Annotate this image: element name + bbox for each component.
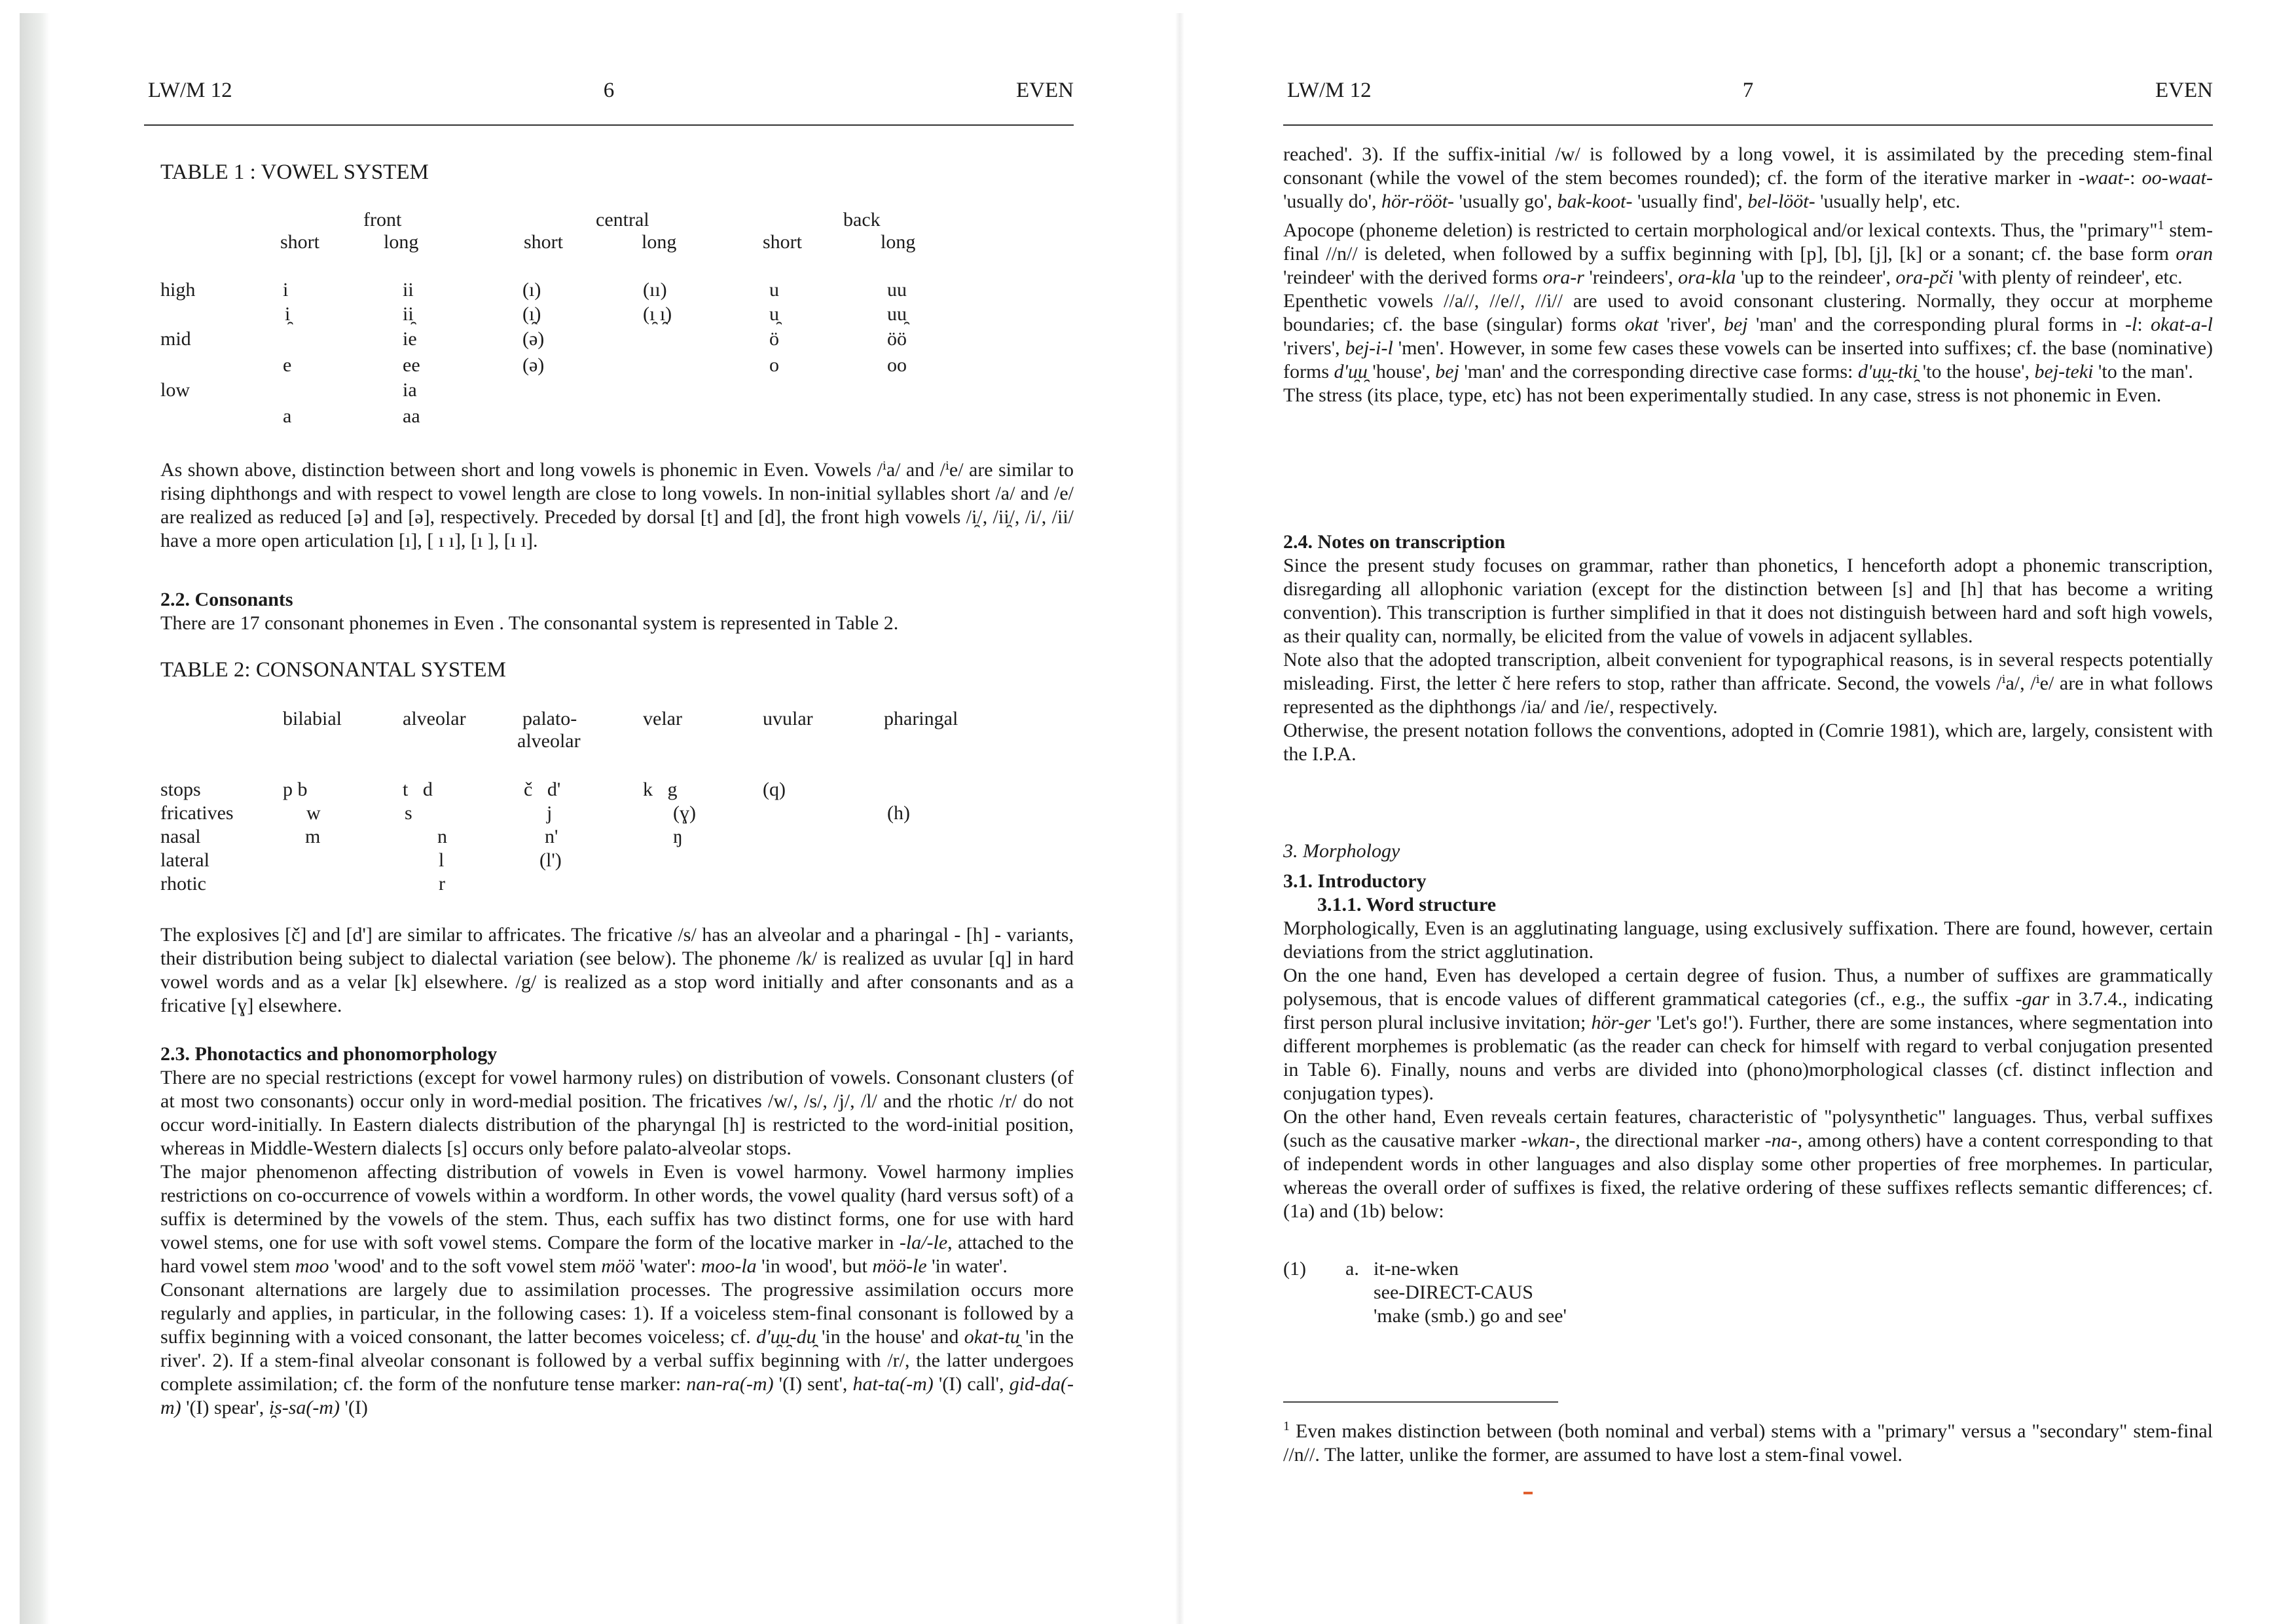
consonant-cell: r [439,873,445,895]
text-run: On the one hand, Even has developed a certain degree of fusion. Thus, a number of suffixes are grammatically polysemous, that is encode values of different grammatical categories (cf., e.g., the suffix [1283,965,2213,1010]
footnote-marker[interactable]: 1 [2157,218,2164,232]
example-translation-line: 'make (smb.) go and see' [1374,1305,1567,1327]
paragraph-text: Morphologically, Even is an agglutinating language, using exclusively suffixation. There are found, however, certain deviations from the strict agglutination. [1283,917,2213,963]
page-number: 6 [603,79,615,102]
vowel-cell: oo [887,354,907,376]
col-header: alveolar [517,730,581,752]
paragraph-text: Note also that the adopted transcription, albeit convenient for typographical reasons, is in several respects potentially misleading. First, the letter č here refers to stop, rather than affricate. Second, the vowels /ⁱa/, /ⁱe/ are in what follows represented as the diphthongs /ia/ and /ie/, respectively. [1283,649,2213,718]
example-form: bel-lööt- [1747,191,1815,212]
paragraph-explosives: The explosives [č] and [d'] are similar to affricates. The fricative /s/ has an alveolar and a pharingal - [h] - variants, their distribution being subject to dialectal variation (see below). The phoneme /k/ is realized as uvular [q] in hard vowel words and as a velar [k] elsewhere. /g/ is realized as a stop word initially and after consonants and as a fricative [ɣ] elsewhere. [160,924,1074,1016]
text-run: 'in water'. [926,1255,1008,1277]
text-run: Apocope (phoneme deletion) is restricted to certain morphological and/or lexical contexts. Thus, the "primary" [1283,219,2158,241]
paragraph-vowels [160,458,1074,553]
example-form: hör-rööt- [1381,191,1455,212]
consonant-cell: ŋ [673,826,683,847]
consonant-cell: (l') [539,849,562,871]
text-run: 'in wood', but [756,1255,873,1277]
row-label: stops [160,779,201,800]
group-front: front [363,209,402,231]
row-label-high: high [160,279,196,301]
text-run: 'house', [1367,361,1436,382]
consonant-cell: s [405,802,412,824]
vowel-cell: aa [403,405,420,427]
vowel-cell: (ə) [522,354,545,376]
paragraph-consonant-alternations [160,1278,1074,1420]
text-run: 'wood' and to the soft vowel stem [329,1255,602,1277]
paragraph-polysynthetic [1283,1105,2213,1223]
paragraph-assimilation [1283,143,2213,213]
row-label: fricatives [160,802,234,824]
text-run: 'to the man'. [2093,361,2193,382]
running-header-left [144,79,1074,111]
book-spine-shadow [20,13,50,1624]
row-label-low: low [160,379,190,401]
text-run: 'reindeer' with the derived forms [1283,267,1543,288]
row-label: nasal [160,826,201,847]
page-number: 7 [1742,79,1754,102]
example-form: oo-waat- [2141,167,2213,189]
example-form: ora-pči [1895,267,1954,288]
section-heading-3-1-1: 3.1.1. Word structure [1317,894,1497,915]
subhead: long [642,231,677,253]
word-structure-text [1283,917,2213,1223]
consonant-cell: m [305,826,321,847]
vowel-cell: (ə) [522,328,545,350]
vowel-cell: ee [403,354,420,376]
vowel-cell: (ı) [522,279,541,301]
col-header: pharingal [884,708,958,729]
text-run: : [2130,167,2142,189]
consonant-cell: (ɣ) [673,802,696,824]
subhead: short [280,231,319,253]
example-form: nan-ra(-m) [686,1373,774,1395]
table1-title: TABLE 1 : VOWEL SYSTEM [160,160,429,184]
vowel-cell: u [769,279,779,301]
text-run: 'man' and the corresponding plural forms in [1747,314,2125,335]
example-form: i̯s-sa(-m) [268,1397,340,1418]
example-form: -gar [2015,988,2050,1010]
text-run: 'usually help', etc. [1815,191,1961,212]
text-run: , among others) have a content corresponding to that of independent words in other languages and also display some other properties of free morphemes. In particular, whereas the overall order of suffixes is fixed, the relative ordering of these suffixes reflects semantic differences; cf. (1a) and (1b) below: [1283,1130,2213,1222]
example-form: bej-i-l [1345,337,1393,359]
example-form-line: it-ne-wken [1374,1258,1459,1280]
vowel-cell: i [283,279,289,301]
section-heading-3-1: 3.1. Introductory [1283,870,1427,892]
header-journal: LW/M 12 [1287,79,1372,102]
paragraph-apocope [1283,213,2213,289]
consonant-cell: (q) [763,779,786,800]
example-number: (1) [1283,1258,1306,1280]
text-run: 'man' and the corresponding directive case forms: [1459,361,1858,382]
example-form: möö-le [872,1255,927,1277]
vowel-cell: e [283,354,292,376]
header-title: EVEN [2155,79,2213,102]
example-form: hat-ta(-m) [852,1373,934,1395]
example-gloss-line: see-DIRECT-CAUS [1374,1282,1533,1303]
vowel-cell: u̯ [769,303,779,325]
subhead: short [763,231,802,253]
vowel-cell: ii [403,279,414,301]
text-run: 'usually find', [1632,191,1748,212]
text-run: On the other hand, Even reveals certain features, characteristic of "polysynthetic" languages. Thus, verbal suffixes (such as the causative marker [1283,1106,2213,1151]
text-run: The major phenomenon affecting distribution of vowels in Even is vowel harmony. Vowel harmony implies restrictions on co-occurrence of vowels within a wordform. In other words, the vowel quality (hard versus soft) of a suffix is determined by the vowels of the stem. Thus, each suffix has two distinct forms, one for use with hard vowel stems, one for use with soft vowel stems. Compare the form of the locative marker in [160,1161,1074,1253]
section-heading-3: 3. Morphology [1283,840,1400,862]
text-run: 'with plenty of reindeer', etc. [1953,267,2183,288]
page-gutter [1175,13,1184,1624]
transcription-notes [1283,554,2213,766]
example-form: ora-kla [1678,267,1736,288]
left-page [144,0,1074,1624]
example-form: d'u̯u̯ [1334,361,1368,382]
text-run: Consonant alternations are largely due to assimilation processes. The progressive assimilation occurs more regularly and applies, in particular, in the following cases: 1). If a voiceless stem-final consonant is followed by a suffix beginning with a voiced consonant, the latter becomes voiceless; cf. [160,1279,1074,1348]
example-form: -na- [1764,1130,1798,1151]
example-form: bak-koot- [1557,191,1633,212]
paragraph-epenthesis [1283,289,2213,384]
subhead: long [881,231,916,253]
text-run: in 3.7.4., indicating first person plural inclusive invitation; [1283,988,2213,1033]
section-heading-2-4: 2.4. Notes on transcription [1283,531,1506,553]
vowel-cell: a [283,405,292,427]
header-journal: LW/M 12 [148,79,232,102]
text-run: , the directional marker [1575,1130,1765,1151]
vowel-cell: ie [403,328,417,350]
col-header: uvular [763,708,813,729]
text-run: '(I) sent', [773,1373,853,1395]
consonant-cell: n [437,826,447,847]
table2-title: TABLE 2: CONSONANTAL SYSTEM [160,658,506,682]
vowel-cell: ö [769,328,779,350]
header-rule [1283,124,2213,126]
text-run: : [2137,314,2151,335]
row-label-mid: mid [160,328,191,350]
vowel-cell: öö [887,328,907,350]
paragraph-vowel-harmony [160,1160,1074,1278]
vowel-cell: uu [887,279,907,301]
footnote-number: 1 [1283,1419,1290,1433]
paragraph-fusion [1283,964,2213,1105]
header-rule [144,124,1074,126]
example-form: -l [2124,314,2138,335]
text-run: '(I) spear', [181,1397,269,1418]
example-form: bej [1723,314,1748,335]
example-form: ora-r [1542,267,1584,288]
example-letter: a. [1345,1258,1359,1280]
row-label: lateral [160,849,210,871]
example-form: d'u̯u̯-du̯ [756,1326,816,1348]
text-run: '(I) [340,1397,368,1418]
example-form: d'u̯u̯-tki̯ [1857,361,1918,382]
example-form: hör-ger [1591,1012,1651,1033]
vowel-cell: i̯ [285,303,291,325]
vowel-cell: ia [403,379,417,401]
example-form: okat-a-l [2151,314,2213,335]
example-form: -wkan- [1521,1130,1576,1151]
section-heading-2-2: 2.2. Consonants [160,589,293,610]
paragraph-text: Otherwise, the present notation follows the conventions, adopted in (Comrie 1981), which are, largely, consistent with the I.P.A. [1283,720,2213,765]
text-run: 'men'. However, in some few cases these vowels can be inserted into suffixes; cf. the base (nominative) forms [1283,337,2213,382]
vowel-cell: (ı̯ ı̯) [643,303,672,325]
group-back: back [843,209,881,231]
consonant-cell: l [439,849,445,871]
consonant-cell: w [306,802,321,824]
footnote-text: Even makes distinction between (both nominal and verbal) stems with a "primary" versus a "secondary" stem-final //n//. The latter, unlike the former, are assumed to have lost a stem-final vowel. [1283,1420,2213,1466]
example-form: oran [2176,243,2213,265]
example-form: moo [295,1255,329,1277]
example-form: bej [1435,361,1459,382]
example-form: gid-da(-m) [160,1373,1074,1418]
header-title: EVEN [1016,79,1074,102]
vowel-cell: o [769,354,779,376]
paragraph-phonotactics [160,1066,1074,1420]
text-run: 'in the river'. 2). If a stem-final alveolar consonant is followed by a verbal suffix beginning with /r/, the latter undergoes complete assimilation; cf. the form of the nonfuture tense marker: [160,1326,1074,1395]
footnote-rule [1283,1401,1558,1403]
example-form: moo-la [701,1255,757,1277]
running-header-right [1283,79,2213,111]
example-form: okat-tu̯ [964,1326,1020,1348]
example-form: bej-teki [2034,361,2094,382]
consonant-cell: č d' [524,779,561,800]
example-form: möö [601,1255,635,1277]
col-header: palato- [522,708,577,729]
text-run: 'river', [1658,314,1724,335]
paragraph-text: Since the present study focuses on grammar, rather than phonetics, I henceforth adopt a phonemic transcription, disregarding all allophonic variation (except for the distinction between [s] and [h] that has become a writing convention). This transcription is further simplified in that it does not distinguish between hard and soft high vowels, as their quality can, normally, be elicited from the value of vowels in adjacent syllables. [1283,555,2213,647]
text-run: '(I) call', [933,1373,1010,1395]
vowel-cell: uu̯ [887,303,907,325]
text-run: 'usually go', [1454,191,1558,212]
col-header: bilabial [283,708,342,729]
text-run: 'up to the reindeer', [1736,267,1896,288]
col-header: velar [643,708,682,729]
group-central: central [596,209,649,231]
vowel-cell: (ıı) [643,279,667,301]
vowel-cell: (ı̯) [522,303,541,325]
example-form: -la/-le [899,1232,948,1253]
text-run: stem-final //n// is deleted, when followed by a suffix beginning with [p], [b], [j], [k] or a sonant; cf. the base form [1283,219,2213,265]
text-run: 'to the house', [1918,361,2035,382]
text-run: 'usually do', [1283,191,1381,212]
phonology-continued [1283,143,2213,407]
text-run: 'water': [634,1255,701,1277]
text-run: 'in the house' and [816,1326,964,1348]
consonant-cell: p b [283,779,308,800]
row-label: rhotic [160,873,206,895]
consonant-cell: k g [643,779,678,800]
text-run: , attached to the hard vowel stem [160,1232,1074,1277]
subhead: long [384,231,419,253]
text-run: 'reindeers', [1584,267,1679,288]
footnote-1 [1283,1414,2213,1467]
example-form: okat [1624,314,1659,335]
paragraph-stress: The stress (its place, type, etc) has not been experimentally studied. In any case, stress is not phonemic in Even. [1283,384,2162,406]
subhead: short [524,231,563,253]
example-form: -waat- [2078,167,2130,189]
text-run: Epenthetic vowels //a//, //e//, //i// are used to avoid consonant clustering. Normally, they occur at morpheme boundaries; cf. the base (singular) forms [1283,290,2213,335]
text-run: 'rivers', [1283,337,1345,359]
stray-mark [1523,1492,1533,1494]
vowel-cell: ii̯ [403,303,414,325]
consonant-cell: t d [403,779,433,800]
col-header: alveolar [403,708,466,729]
consonant-cell: (h) [887,802,910,824]
section-heading-2-3: 2.3. Phonotactics and phonomorphology [160,1043,498,1065]
right-page [1283,0,2213,1624]
paragraph-text: There are no special restrictions (except for vowel harmony rules) on distribution of vowels. Consonant clusters (of at most two consonants) occur only in word-medial position. The fricatives /w/, /s/, /j/, /l/ and the rhotic /r/ do not occur word-initially. In Eastern dialects distribution of the pharyngal [h] is restricted to the word-initial position, whereas in Middle-Western dialects [s] occurs only before palato-alveolar stops. [160,1067,1074,1159]
paragraph-text: As shown above, distinction between short and long vowels is phonemic in Even. Vowels /ⁱa/ and /ⁱe/ are similar to rising diphthongs and with respect to vowel length are close to long vowels. In non-initial syllables short /a/ and /e/ are realized as reduced [ə] and [ə], respectively. Preceded by dorsal [t] and [d], the front high vowels /i̯/, /ii̯/, /i/, /ii/ have a more open articulation [ı], [ ı ı], [ı ], [ı ı]. [160,459,1074,551]
consonant-cell: n' [545,826,558,847]
text-run: reached'. 3). If the suffix-initial /w/ is followed by a long vowel, it is assimilated by the preceding stem-final consonant (while the vowel of the stem becomes rounded); cf. the form of the iterative marker in [1283,143,2213,189]
paragraph-consonants: There are 17 consonant phonemes in Even . The consonantal system is represented in Table 2. [160,612,899,634]
consonant-cell: j [547,802,553,824]
text-run: 'Let's go!'). Further, there are some instances, where segmentation into different morphemes is problematic (as the reader can check for himself with regard to verbal conjugation presented in Table 6). Finally, nouns and verbs are divided into (phono)morphological classes (cf. distinct inflection and conjugation types). [1283,1012,2214,1104]
